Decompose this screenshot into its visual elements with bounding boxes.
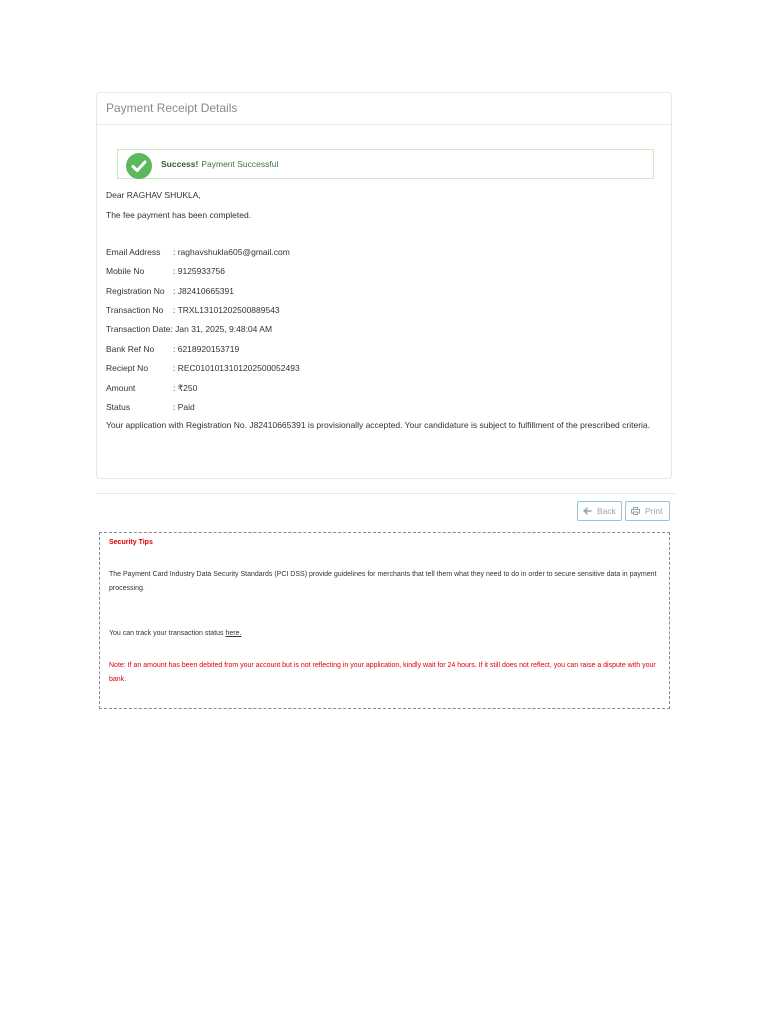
intro-text: The fee payment has been completed. — [106, 210, 252, 220]
greeting: Dear RAGHAV SHUKLA, — [106, 190, 201, 200]
detail-row-mobile: Mobile No : 9125933756 — [106, 266, 225, 276]
success-alert — [117, 149, 654, 179]
detail-row-status: Status : Paid — [106, 402, 195, 412]
print-button[interactable] — [625, 501, 670, 521]
alert-text: Payment Successful — [201, 159, 279, 169]
back-button[interactable] — [577, 501, 622, 521]
print-label: Print — [645, 506, 663, 516]
check-circle-icon — [126, 153, 152, 179]
pci-text: The Payment Card Industry Data Security Standards (PCI DSS) provide guidelines for merchants that tell them what they need to do in order to secure sensitive data in payment processing. — [109, 571, 657, 592]
security-tips-title: Security Tips — [109, 539, 153, 546]
alert-strong: Success! — [161, 159, 199, 169]
detail-row-bank-ref: Bank Ref No : 6218920153719 — [106, 344, 240, 354]
receipt-panel — [96, 92, 672, 479]
alert-message — [161, 159, 278, 169]
detail-row-transaction-no: Transaction No : TRXL13101202500889543 — [106, 305, 280, 315]
detail-row-registration: Registration No : J82410665391 — [106, 286, 234, 296]
panel-title: Payment Receipt Details — [97, 93, 671, 125]
detail-row-email: Email Address : raghavshukla605@gmail.com — [106, 247, 290, 257]
security-tips-box — [99, 532, 670, 709]
printer-icon — [631, 507, 640, 515]
refund-note: Note: If an amount has been debited from your account but is not reflecting in your application, kindly wait for 24 hours. If it still does not reflect, you can raise a dispute with your bank. — [109, 662, 656, 683]
closing-text: Your application with Registration No. J82410665391 is provisionally accepted. Your candidature is subject to fulfillment of the prescribed criteria. — [106, 420, 650, 430]
track-text: You can track your transaction status here. — [109, 630, 242, 637]
detail-row-amount: Amount : ₹250 — [106, 383, 198, 393]
detail-row-receipt: Reciept No : REC0101013101202500052493 — [106, 363, 300, 373]
back-label: Back — [597, 506, 616, 516]
divider — [96, 493, 676, 494]
arrow-left-icon — [583, 507, 592, 515]
detail-row-transaction-date: Transaction Date: Jan 31, 2025, 9:48:04 AM — [106, 324, 273, 334]
track-here-link[interactable]: here. — [225, 630, 242, 637]
